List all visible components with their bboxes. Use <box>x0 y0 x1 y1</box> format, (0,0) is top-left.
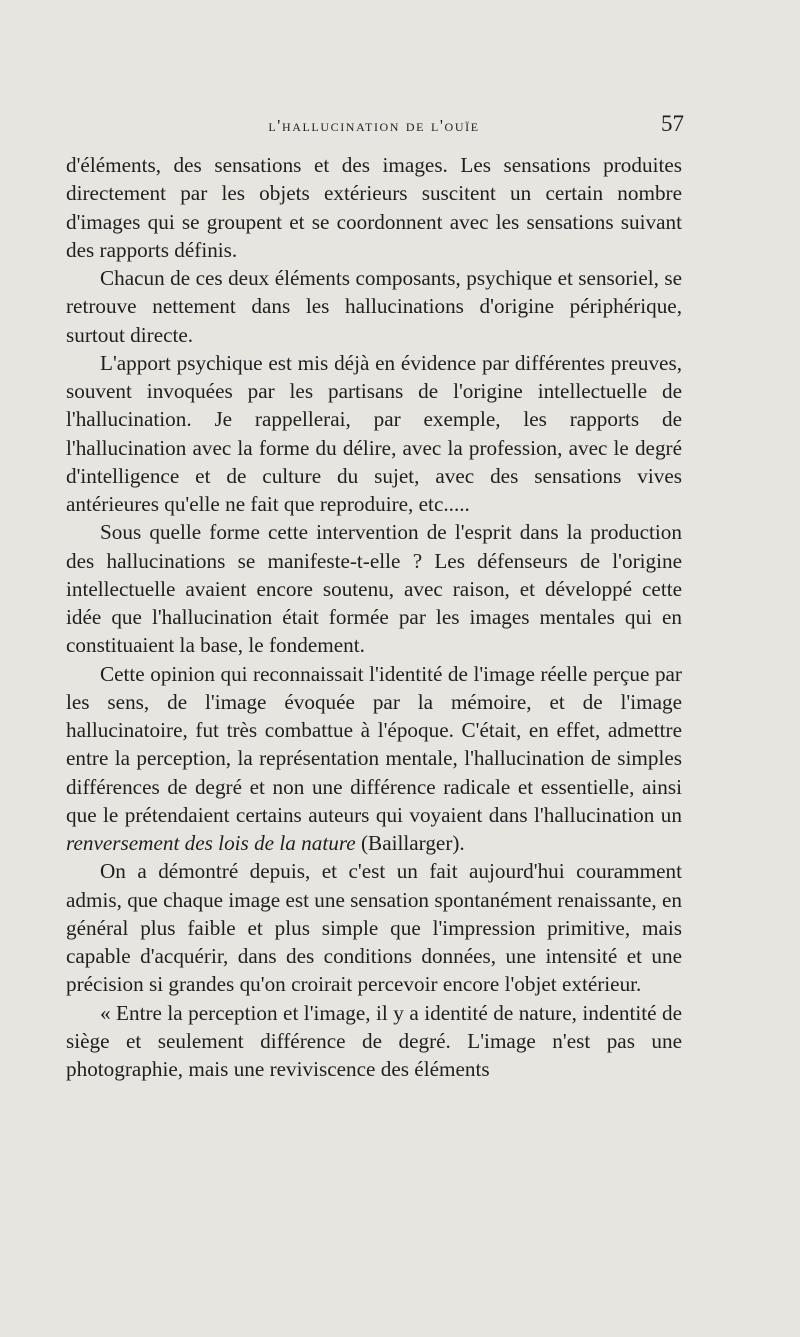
paragraph-3: L'apport psychique est mis déjà en évidence par différentes preuves, souvent invoquées par les partisans de l'origine intellectuelle de l'hallucination. Je rappellerai, par exemple, les rapports de l'hallucination avec la forme du délire, avec la profession, avec le degré d'intelligence et de culture du sujet, avec des sensations vives antérieures qu'elle ne fait que reproduire, etc..... <box>66 350 682 516</box>
running-title: l'hallucination de l'ouïe <box>268 116 480 135</box>
page-number: 57 <box>661 111 684 136</box>
paragraph-2: Chacun de ces deux éléments composants, psychique et sensoriel, se retrouve nettement dans les hallucinations d'origine périphérique, surtout directe. <box>66 266 682 347</box>
paragraph-1: d'éléments, des sensations et des images. Les sensations produites directement par les objets extérieurs suscitent un certain nombre d'images qui se groupent et se coordonnent avec les sensations suivant des rapports définis. <box>66 153 682 262</box>
body-text <box>66 151 682 1083</box>
paragraph-7: « Entre la perception et l'image, il y a identité de nature, indentité de siège et seulement différence de degré. L'image n'est pas une photographie, mais une reviviscence des éléments <box>66 1000 682 1081</box>
italic-quote: renversement des lois de la nature <box>66 831 356 855</box>
paragraph-6: On a démontré depuis, et c'est un fait aujourd'hui couramment admis, que chaque image est une sensation spontanément renaissante, en général plus faible et plus simple que l'impression primitive, mais capable d'acquérir, dans des conditions données, une intensité et une précision si grandes qu'on croirait percevoir encore l'objet extérieur. <box>66 859 683 997</box>
paragraph-4: Sous quelle forme cette intervention de l'esprit dans la production des hallucinations se manifeste-t-elle ? Les défenseurs de l'origine intellectuelle avaient encore soutenu, avec raison, et développé cette idée que l'hallucination était formée par les images mentales qui en constituaient la base, le fondement. <box>66 520 682 658</box>
paragraph-5 <box>66 660 682 858</box>
paragraph-5-citation: (Baillarger). <box>355 831 465 855</box>
paragraph-5-text: Cette opinion qui reconnaissait l'identité de l'image réelle perçue par les sens, de l'image évoquée par la mémoire, et de l'image hallucinatoire, fut très combattue à l'époque. C'était, en effet, admettre entre la perception, la représentation mentale, l'hallucination de simples différences de degré et non une différence radicale et essentielle, ainsi que le prétendaient certains auteurs qui voyaient dans l'hallucination un <box>66 661 682 827</box>
page-header <box>66 111 684 146</box>
